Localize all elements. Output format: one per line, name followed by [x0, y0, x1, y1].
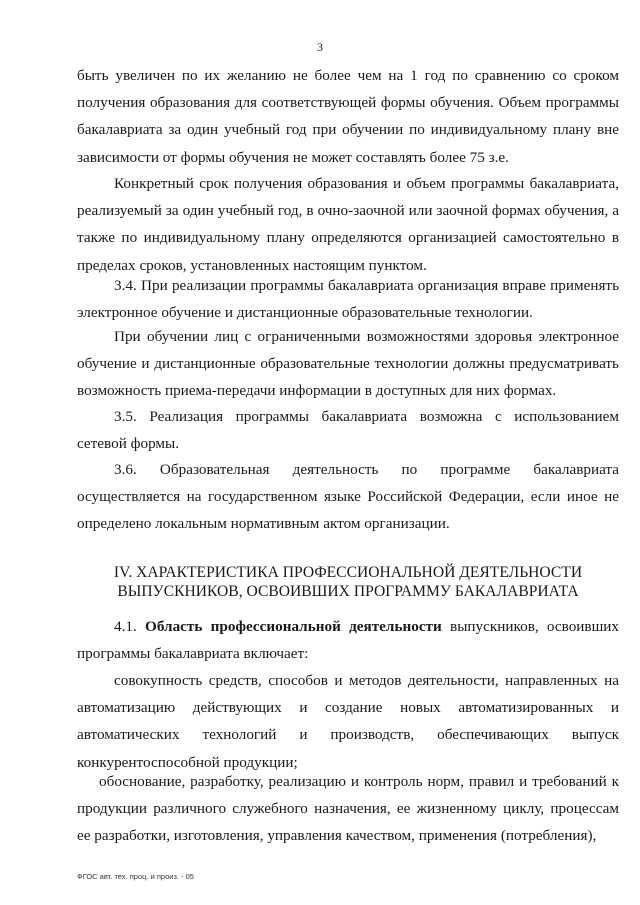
section-heading — [77, 563, 619, 601]
paragraph-4-1 — [77, 613, 619, 667]
section-heading-line-2: ВЫПУСКНИКОВ, ОСВОИВШИХ ПРОГРАММУ БАКАЛАВРИАТА — [117, 583, 579, 600]
paragraph-3-6: 3.6. Образовательная деятельность по программе бакалавриата осуществляется на государственном языке Российской Федерации, если иное не определено локальным нормативным актом организации. — [77, 461, 619, 533]
paragraph-3-4: 3.4. При реализации программы бакалавриата организация вправе применять электронное обучение и дистанционные образовательные технологии. — [77, 277, 619, 322]
paragraph-4-1-number: 4.1. — [114, 618, 137, 635]
section-heading-line-1: IV. ХАРАКТЕРИСТИКА ПРОФЕССИОНАЛЬНОЙ ДЕЯТЕЛЬНОСТИ — [113, 564, 583, 581]
paragraph-3-5: 3.5. Реализация программы бакалавриата возможна с использованием сетевой формы. — [77, 408, 619, 453]
paragraph-4-1-rest: выпускников, освоивших программы бакалавриата включает: — [77, 618, 620, 663]
page-number: 3 — [317, 40, 323, 54]
list-item-norms: обоснование, разработку, реализацию и контроль норм, правил и требований к продукции различного служебного назначения, ее жизненному циклу, процессам ее разработки, изготовления, управления качеством, применения (потребления), — [77, 773, 619, 845]
paragraph-4-1-term: Область профессиональной деятельности — [145, 618, 442, 635]
paragraph-term-and-volume: Конкретный срок получения образования и объем программы бакалавриата, реализуемый за один учебный год, в очно-заочной или заочной формах обучения, а также по индивидуальному плану определяются организацией самостоятельно в пределах сроков, установленных настоящим пунктом. — [77, 175, 619, 274]
footer-doc-code: ФГОС авт. тех. проц. и произ. - 05 — [77, 872, 194, 881]
paragraph-disabilities: При обучении лиц с ограниченными возможностями здоровья электронное обучение и дистанционные образовательные технологии должны предусматривать возможность приема-передачи информации в доступных для них формах. — [77, 328, 619, 400]
list-item-automation: совокупность средств, способов и методов деятельности, направленных на автоматизацию действующих и создание новых автоматизированных и автоматических технологий и производств, обеспечивающих выпуск конкурентоспособной продукции; — [77, 672, 619, 771]
paragraph-continuation: быть увеличен по их желанию не более чем на 1 год по сравнению со сроком получения образования для соответствующей формы обучения. Объем программы бакалавриата за один учебный год при обучении по индивидуальному плану вне зависимости от формы обучения не может составлять более 75 з.е. — [77, 67, 619, 166]
